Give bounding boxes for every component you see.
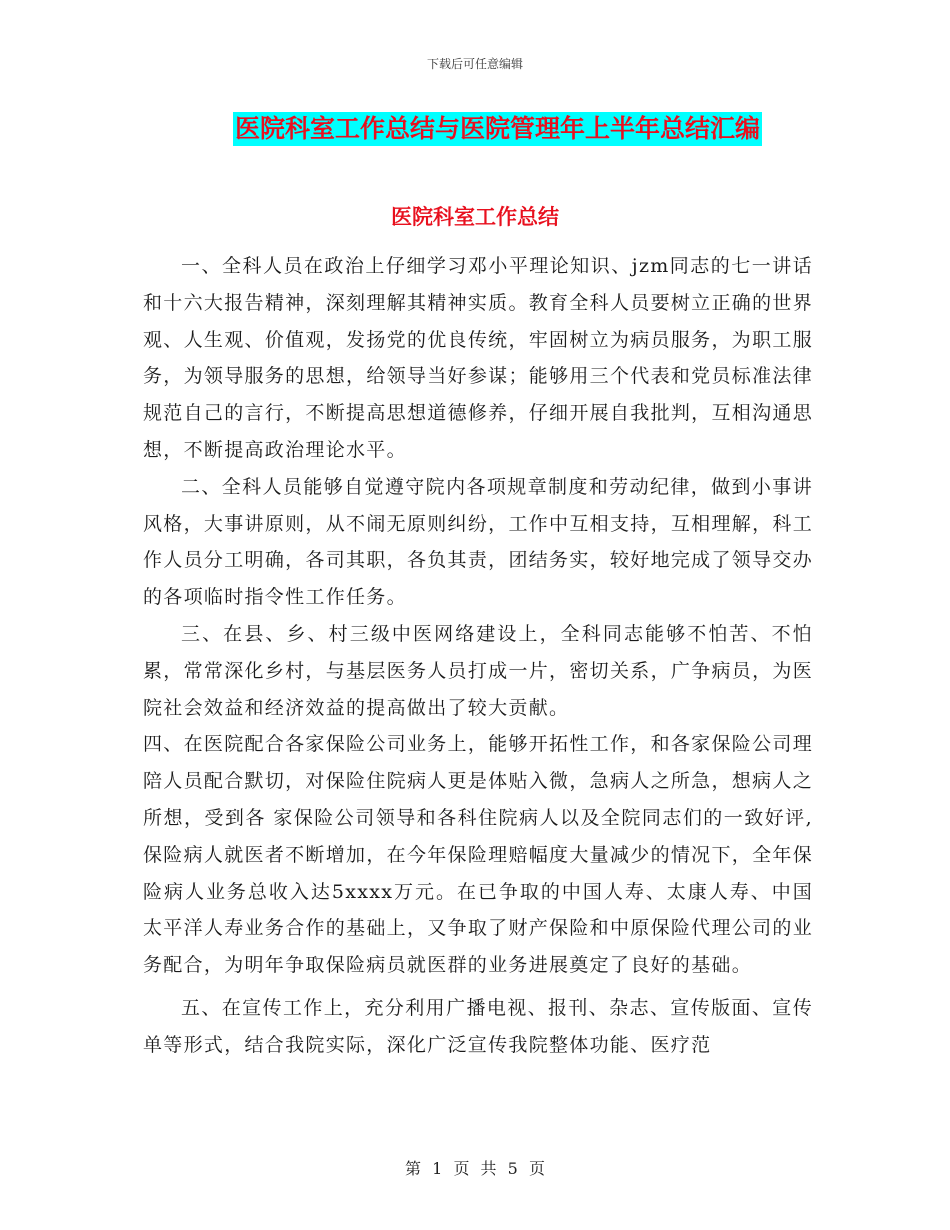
footer-total-label: 共 [480, 1159, 497, 1178]
document-body [143, 248, 813, 1064]
paragraph-2: 二、全科人员能够自觉遵守院内各项规章制度和劳动纪律，做到小事讲风格，大事讲原则，从不闹无原则纠纷，工作中互相支持，互相理解，科工作人员分工明确，各司其职，各负其责，团结务实，较好地完成了领导交办的各项临时指令性工作任务。 [143, 475, 813, 609]
footer-suffix: 页 [528, 1159, 545, 1178]
main-title-container [0, 112, 950, 146]
main-title: 医院科室工作总结与医院管理年上半年总结汇编 [233, 112, 762, 146]
footer-prefix: 第 [405, 1159, 422, 1178]
paragraph-1: 一、全科人员在政治上仔细学习邓小平理论知识、jzm同志的七一讲话和十六大报告精神，深刻理解其精神实质。教育全科人员要树立正确的世界观、人生观、价值观，发扬党的优良传统，牢固树立为病员服务，为职工服务，为领导服务的思想，给领导当好参谋；能够用三个代表和党员标准法律规范自己的言行，不断提高思想道德修养，仔细开展自我批判，互相沟通思想，不断提高政治理论水平。 [143, 255, 813, 461]
paragraph-3: 三、在县、乡、村三级中医网络建设上，全科同志能够不怕苦、不怕累，常常深化乡村，与基层医务人员打成一片，密切关系，广争病员，为医院社会效益和经济效益的提高做出了较大贡献。 [143, 622, 813, 719]
footer-current-page: 1 [432, 1159, 443, 1178]
page-footer [0, 1156, 950, 1179]
paragraph-5: 五、在宣传工作上，充分利用广播电视、报刊、杂志、宣传版面、宣传单等形式，结合我院实际，深化广泛宣传我院整体功能、医疗范 [143, 996, 813, 1056]
footer-page-label: 页 [453, 1159, 470, 1178]
header-note: 下载后可任意编辑 [426, 57, 523, 71]
footer-total-pages: 5 [507, 1159, 518, 1178]
paragraph-4: 四、在医院配合各家保险公司业务上，能够开拓性工作，和各家保险公司理陪人员配合默切，对保险住院病人更是体贴入微，急病人之所急，想病人之所想，受到各 家保险公司领导和各科住院病人以及全院同志们的一致好评,保险病人就医者不断增加，在今年保险理赔幅度大量减少的情况下，全年保险病人业务总收入达5xxxx万元。在已争取的中国人寿、太康人寿、中国太平洋人寿业务合作的基础上，又争取了财产保险和中原保险代理公司的业务配合，为明年争取保险病员就医群的业务进展奠定了良好的基础。 [143, 733, 813, 977]
section-title: 医院科室工作总结 [391, 204, 559, 229]
